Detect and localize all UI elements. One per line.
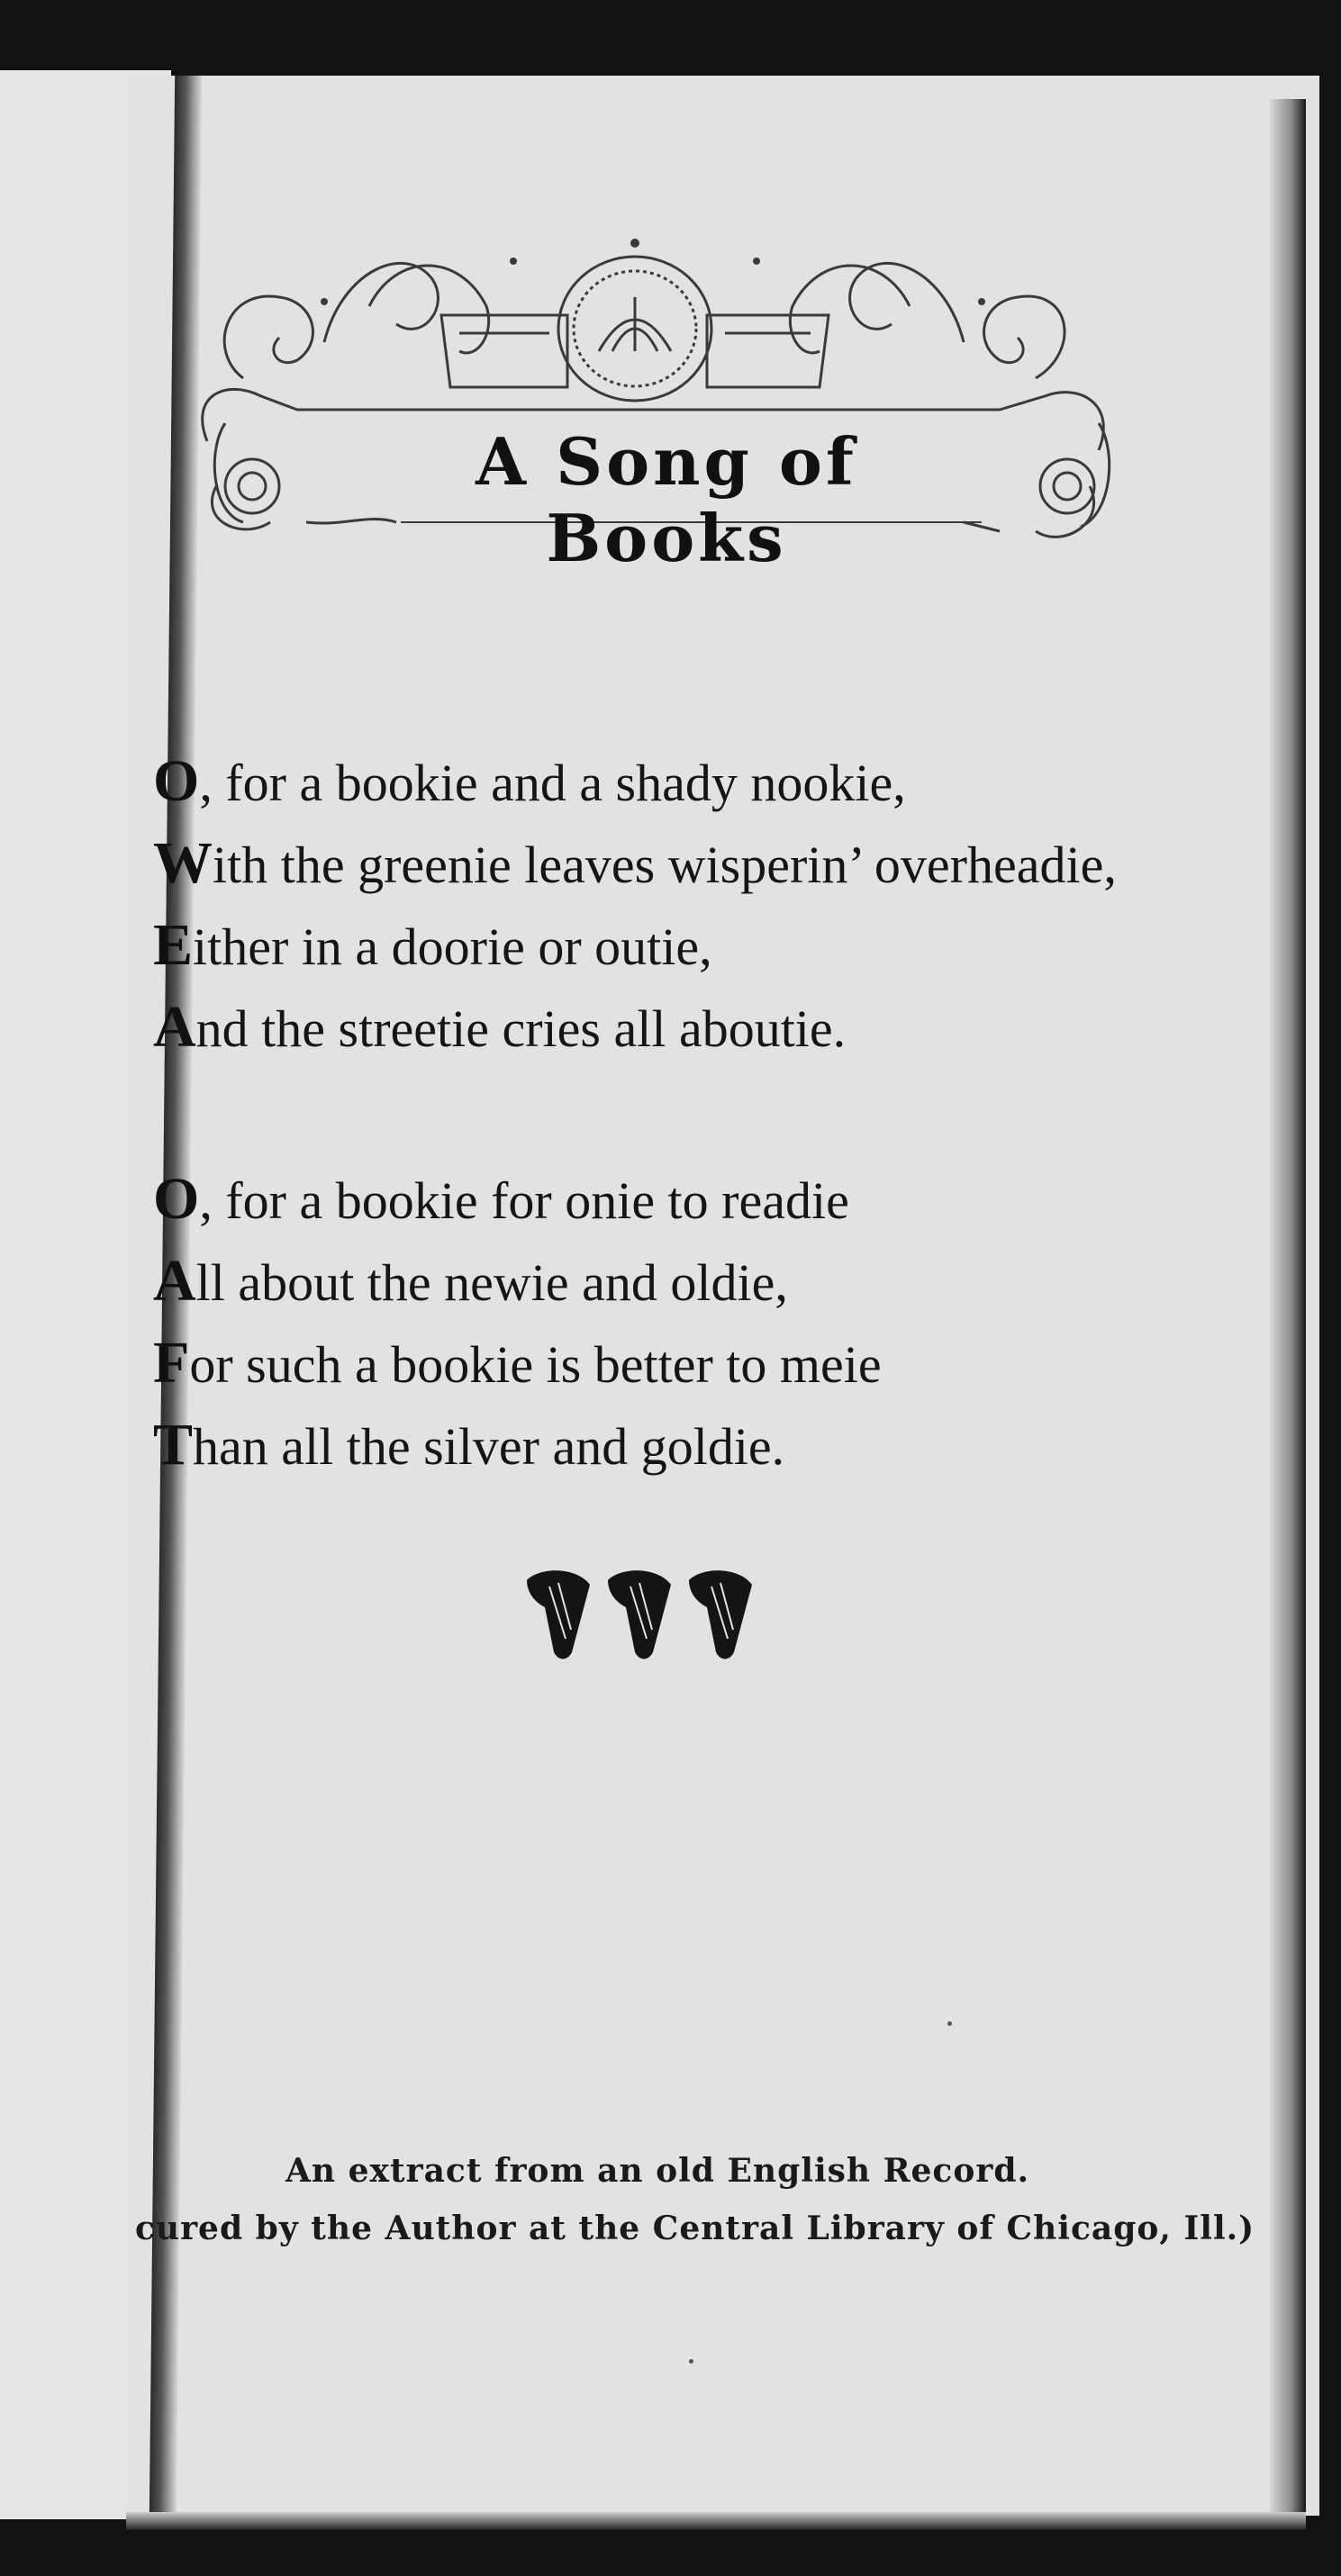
drop-initial: T (153, 1412, 194, 1478)
drop-initial: A (153, 994, 196, 1060)
harp-triplet-icon (522, 1567, 757, 1666)
poem-title: A Song of Books (476, 423, 857, 576)
poem-line (153, 1411, 1279, 1493)
line-text: ll about the newie and oldie, (195, 1253, 788, 1312)
drop-initial: W (153, 830, 213, 896)
line-text: ither in a doorie or outie, (193, 917, 712, 976)
drop-initial: A (153, 1248, 196, 1314)
line-text: , for a bookie and a shady nookie, (199, 754, 906, 812)
drop-initial: E (153, 912, 194, 978)
stanza (153, 747, 1279, 1075)
page-bottom-edge (126, 2512, 1306, 2530)
poem-line (153, 829, 1279, 911)
scan-speck (689, 2359, 693, 2364)
drop-initial: F (153, 1330, 190, 1396)
line-text: ith the greenie leaves wisperin’ overheadie, (213, 836, 1117, 894)
poem-body (153, 747, 1279, 1583)
line-text: han all the silver and goldie. (193, 1417, 785, 1476)
poem-line (153, 1165, 1279, 1247)
poem-line (153, 911, 1279, 993)
line-text: or such a bookie is better to meie (189, 1335, 882, 1394)
line-text: , for a bookie for onie to readie (199, 1171, 849, 1230)
scan-speck (947, 2021, 952, 2026)
drop-initial: O (153, 748, 200, 814)
poem-line (153, 1247, 1279, 1329)
poem-line (153, 747, 1279, 829)
footer-line-1: An extract from an old English Record. (285, 2152, 1030, 2190)
footer-note (108, 2152, 1255, 2267)
footer-line-2: cured by the Author at the Central Library of Chicago, Ill.) (135, 2210, 1255, 2247)
poem-line (153, 993, 1279, 1075)
line-text: nd the streetie cries all aboutie. (195, 999, 847, 1058)
stanza (153, 1165, 1279, 1493)
poem-line (153, 1329, 1279, 1411)
drop-initial: O (153, 1166, 200, 1232)
